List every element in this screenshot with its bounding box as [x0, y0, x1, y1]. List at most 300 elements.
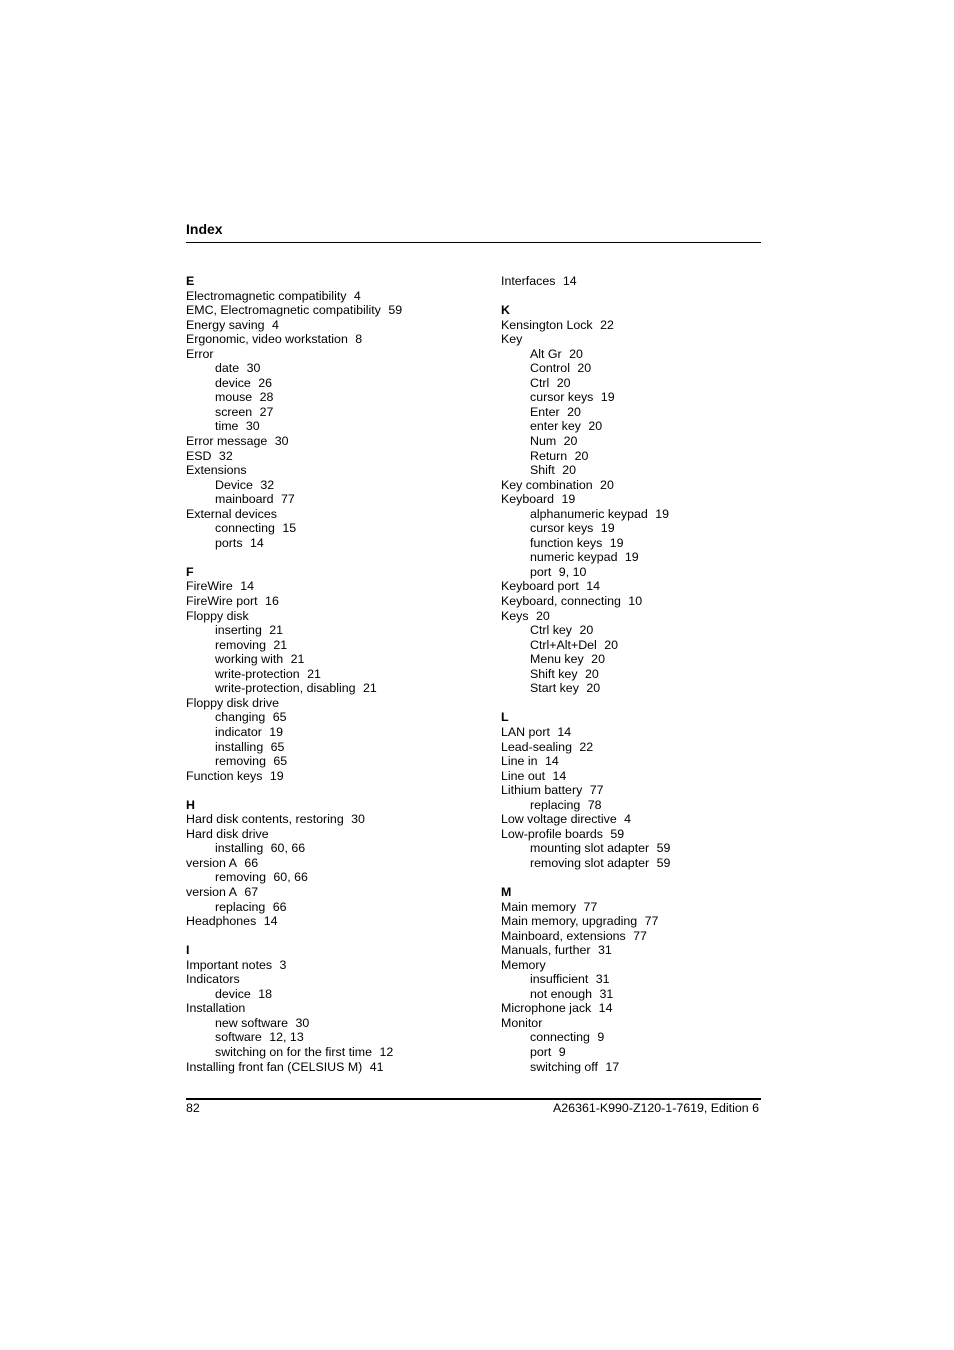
entry-term: switching on for the first time: [215, 1044, 373, 1059]
entry-pages: 60, 66: [270, 841, 306, 856]
index-entry: [501, 725, 791, 740]
entry-pages: 14: [557, 724, 572, 739]
entry-pages: 9, 10: [558, 564, 587, 579]
entry-pages: 77: [633, 928, 647, 943]
entry-pages: 20: [556, 375, 571, 390]
entry-term: Menu key: [530, 652, 584, 667]
index-entry: [186, 303, 476, 318]
index-subentry: [501, 390, 791, 405]
entry-term: Important notes: [186, 957, 273, 972]
entry-term: Microphone jack: [501, 1001, 592, 1016]
entry-term: Installation: [186, 1001, 246, 1016]
index-subentry: [186, 841, 476, 856]
index-section: [501, 710, 791, 870]
entry-term: Mainboard, extensions: [501, 928, 626, 943]
index-entry: [186, 812, 476, 827]
index-entry: [186, 958, 476, 973]
index-entry: [501, 332, 791, 347]
entry-pages: 20: [579, 623, 594, 638]
entry-pages: 20: [604, 637, 619, 652]
entry-term: Lead-sealing: [501, 739, 572, 754]
entry-term: changing: [215, 710, 266, 725]
entry-pages: 14: [263, 914, 278, 929]
index-entry: [186, 449, 476, 464]
index-subentry: [186, 1045, 476, 1060]
entry-pages: 59: [610, 826, 625, 841]
entry-term: software: [215, 1030, 262, 1045]
index-subentry: [186, 405, 476, 420]
header-rule: [186, 242, 761, 243]
entry-pages: 30: [295, 1015, 310, 1030]
entry-term: Low voltage directive: [501, 812, 617, 827]
index-subentry: [186, 1030, 476, 1045]
index-subentry: [501, 623, 791, 638]
entry-pages: 20: [563, 434, 578, 449]
entry-term: date: [215, 361, 240, 376]
entry-term: removing: [215, 870, 266, 885]
entry-term: Ctrl key: [530, 623, 572, 638]
index-section: [186, 565, 476, 783]
entry-term: insufficient: [530, 972, 589, 987]
entry-pages: 20: [574, 448, 589, 463]
entry-pages: 14: [552, 768, 567, 783]
index-subentry: [186, 419, 476, 434]
index-section: [501, 303, 791, 696]
entry-pages: 18: [258, 986, 273, 1001]
index-subentry: [186, 870, 476, 885]
entry-term: Memory: [501, 957, 546, 972]
entry-pages: 60, 66: [273, 870, 308, 885]
entry-term: switching off: [530, 1059, 598, 1074]
entry-pages: 19: [600, 390, 615, 405]
index-entry: [186, 827, 476, 842]
entry-term: replacing: [530, 797, 581, 812]
section-letter: F: [186, 564, 194, 579]
entry-pages: 20: [600, 477, 614, 492]
entry-pages: 30: [246, 361, 261, 376]
entry-term: FireWire port: [186, 594, 258, 609]
entry-pages: 65: [272, 710, 287, 725]
index-entry: [501, 812, 791, 827]
index-entry: [186, 507, 476, 522]
entry-pages: 67: [244, 884, 259, 899]
index-section: [186, 943, 476, 1074]
index-entry: [186, 289, 476, 304]
index-entry: [186, 885, 476, 900]
index-subentry: [501, 1045, 791, 1060]
entry-term: External devices: [186, 506, 277, 521]
index-subentry: [501, 434, 791, 449]
entry-pages: 4: [353, 288, 361, 303]
index-subentry: [186, 1016, 476, 1031]
index-subentry: [501, 652, 791, 667]
entry-pages: 32: [260, 477, 275, 492]
index-subentry: [186, 390, 476, 405]
index-subentry: [186, 623, 476, 638]
index-subentry: [501, 449, 791, 464]
entry-term: Interfaces: [501, 274, 556, 288]
index-entry: [186, 609, 476, 624]
entry-pages: 31: [597, 943, 612, 958]
index-entry: [501, 478, 791, 493]
index-subentry: [501, 798, 791, 813]
entry-term: removing: [215, 754, 266, 769]
entry-term: Keyboard: [501, 492, 555, 507]
entry-term: mainboard: [215, 492, 274, 507]
entry-pages: 14: [249, 535, 264, 550]
entry-term: Keyboard port: [501, 579, 579, 594]
entry-pages: 30: [274, 434, 289, 449]
entry-pages: 31: [599, 986, 614, 1001]
entry-term: screen: [215, 404, 253, 419]
entry-pages: 26: [258, 375, 273, 390]
entry-term: Ergonomic, video workstation: [186, 332, 348, 347]
entry-term: Device: [215, 477, 253, 492]
entry-term: Line in: [501, 754, 538, 769]
entry-pages: 77: [583, 899, 598, 914]
index-entry: [501, 783, 791, 798]
entry-term: Main memory: [501, 899, 577, 914]
entry-term: Shift key: [530, 666, 578, 681]
index-subentry: [501, 565, 791, 580]
entry-term: Ctrl+Alt+Del: [530, 637, 597, 652]
index-subentry: [501, 507, 791, 522]
entry-pages: 27: [259, 404, 274, 419]
entry-pages: 20: [569, 346, 583, 361]
index-subentry: [501, 405, 791, 420]
entry-term: removing slot adapter: [530, 855, 650, 870]
entry-pages: 20: [584, 666, 599, 681]
section-letter: L: [501, 710, 509, 725]
entry-pages: 21: [269, 623, 284, 638]
entry-term: ports: [215, 535, 243, 550]
index-subentry: [501, 536, 791, 551]
index-section: [186, 274, 476, 550]
entry-term: FireWire: [186, 579, 233, 594]
index-entry: [186, 914, 476, 929]
index-entry: [501, 900, 791, 915]
index-entry: [501, 1001, 791, 1016]
entry-pages: 22: [579, 739, 594, 754]
page-header-title: Index: [186, 221, 223, 237]
entry-term: Kensington Lock: [501, 317, 593, 332]
index-subentry: [501, 841, 791, 856]
entry-term: mounting slot adapter: [530, 841, 650, 856]
index-subentry: [501, 376, 791, 391]
entry-pages: 19: [624, 550, 639, 565]
entry-term: Indicators: [186, 972, 240, 987]
entry-term: installing: [215, 841, 264, 856]
entry-pages: 19: [561, 492, 576, 507]
entry-pages: 30: [351, 812, 365, 827]
entry-pages: 66: [272, 899, 287, 914]
index-subentry: [501, 667, 791, 682]
entry-pages: 16: [265, 594, 279, 609]
section-letter: M: [501, 884, 512, 899]
entry-pages: 21: [273, 637, 288, 652]
entry-term: Error message: [186, 434, 268, 449]
index-subentry: [501, 347, 791, 362]
entry-pages: 77: [281, 492, 295, 507]
entry-term: Floppy disk: [186, 608, 249, 623]
index-subentry: [501, 419, 791, 434]
index-section: [501, 885, 791, 1074]
index-subentry: [186, 376, 476, 391]
entry-term: ESD: [186, 448, 212, 463]
index-entry: [186, 463, 476, 478]
entry-term: indicator: [215, 724, 262, 739]
entry-pages: 59: [388, 303, 403, 318]
entry-term: write-protection, disabling: [215, 681, 356, 696]
entry-term: write-protection: [215, 666, 300, 681]
entry-pages: 20: [591, 652, 605, 667]
index-entry: [186, 972, 476, 987]
index-entry: [186, 594, 476, 609]
entry-term: inserting: [215, 623, 262, 638]
index-entry: [501, 594, 791, 609]
entry-term: numeric keypad: [530, 550, 618, 565]
index-entry: [501, 754, 791, 769]
entry-term: Start key: [530, 681, 579, 696]
index-entry: [501, 609, 791, 624]
entry-pages: 32: [218, 448, 233, 463]
entry-pages: 14: [544, 754, 559, 769]
index-entry: [501, 1016, 791, 1031]
entry-pages: 4: [271, 317, 279, 332]
index-entry: [186, 332, 476, 347]
entry-term: Hard disk contents, restoring: [186, 812, 344, 827]
entry-pages: 30: [245, 419, 260, 434]
entry-term: Ctrl: [530, 375, 550, 390]
entry-term: Error: [186, 346, 214, 361]
entry-pages: 20: [562, 463, 577, 478]
index-subentry: [501, 361, 791, 376]
entry-term: Num: [530, 434, 557, 449]
entry-term: EMC, Electromagnetic compatibility: [186, 303, 381, 318]
entry-term: Extensions: [186, 463, 247, 478]
index-entry: [186, 579, 476, 594]
entry-term: Installing front fan (CELSIUS M): [186, 1059, 363, 1074]
entry-term: Monitor: [501, 1015, 543, 1030]
entry-pages: 17: [605, 1059, 620, 1074]
entry-pages: 14: [240, 579, 255, 594]
index-entry: [186, 318, 476, 333]
index-section: [186, 798, 476, 929]
index-subentry: [186, 710, 476, 725]
entry-pages: 28: [259, 390, 274, 405]
index-subentry: [501, 463, 791, 478]
entry-term: Shift: [530, 463, 555, 478]
index-subentry: [501, 521, 791, 536]
index-subentry: [186, 667, 476, 682]
entry-pages: 19: [655, 506, 670, 521]
entry-term: Hard disk drive: [186, 826, 269, 841]
entry-term: Line out: [501, 768, 546, 783]
entry-term: installing: [215, 739, 264, 754]
index-subentry: [501, 681, 791, 696]
entry-term: version A: [186, 855, 237, 870]
entry-pages: 3: [279, 957, 287, 972]
index-entry: [501, 943, 791, 958]
index-subentry: [501, 1030, 791, 1045]
index-entry: [501, 769, 791, 784]
entry-pages: 15: [282, 521, 297, 536]
entry-pages: 19: [269, 724, 284, 739]
entry-term: new software: [215, 1015, 289, 1030]
entry-pages: 10: [628, 594, 643, 609]
entry-term: Alt Gr: [530, 346, 562, 361]
entry-term: Enter: [530, 404, 560, 419]
index-subentry: [501, 550, 791, 565]
entry-term: working with: [215, 652, 284, 667]
entry-term: function keys: [530, 535, 603, 550]
entry-term: port: [530, 1044, 552, 1059]
entry-pages: 14: [562, 274, 577, 288]
index-subentry: [501, 856, 791, 871]
entry-term: Low-profile boards: [501, 826, 603, 841]
section-letter: I: [186, 943, 190, 958]
entry-term: replacing: [215, 899, 266, 914]
index-subentry: [186, 361, 476, 376]
section-letter: E: [186, 274, 195, 288]
index-subentry: [501, 638, 791, 653]
entry-term: device: [215, 986, 251, 1001]
index-subentry: [186, 987, 476, 1002]
entry-pages: 21: [362, 681, 377, 696]
index-subentry: [501, 1060, 791, 1075]
index-subentry: [186, 725, 476, 740]
index-entry: [186, 856, 476, 871]
entry-pages: 20: [567, 404, 581, 419]
entry-pages: 65: [270, 739, 285, 754]
index-subentry: [186, 536, 476, 551]
document-id: A26361-K990-Z120-1-7619, Edition 6: [553, 1101, 759, 1115]
index-subentry: [501, 987, 791, 1002]
index-column-right: [501, 274, 791, 1089]
index-entry: [501, 318, 791, 333]
entry-pages: 77: [644, 914, 659, 929]
entry-pages: 8: [355, 332, 363, 347]
entry-pages: 78: [587, 797, 602, 812]
entry-term: port: [530, 564, 552, 579]
index-entry: [501, 274, 791, 289]
entry-term: Key: [501, 332, 523, 347]
entry-pages: 66: [244, 855, 259, 870]
entry-pages: 4: [624, 812, 632, 827]
entry-term: Manuals, further: [501, 943, 591, 958]
entry-pages: 19: [600, 521, 615, 536]
index-entry: [186, 696, 476, 711]
entry-term: Return: [530, 448, 568, 463]
entry-term: mouse: [215, 390, 253, 405]
entry-term: Control: [530, 361, 570, 376]
index-entry: [186, 347, 476, 362]
index-entry: [501, 958, 791, 973]
index-subentry: [186, 652, 476, 667]
entry-pages: 20: [586, 681, 601, 696]
entry-pages: 41: [369, 1059, 384, 1074]
index-entry: [501, 492, 791, 507]
entry-term: Keyboard, connecting: [501, 594, 621, 609]
entry-pages: 77: [589, 783, 604, 798]
index-entry: [186, 1060, 476, 1075]
entry-pages: 21: [290, 652, 305, 667]
entry-pages: 12: [379, 1044, 394, 1059]
index-subentry: [186, 681, 476, 696]
index-subentry: [186, 900, 476, 915]
entry-pages: 20: [535, 608, 550, 623]
entry-pages: 9: [558, 1044, 566, 1059]
entry-term: Key combination: [501, 477, 593, 492]
page-number: 82: [186, 1101, 200, 1115]
index-subentry: [501, 972, 791, 987]
index-subentry: [186, 740, 476, 755]
index-entry: [501, 579, 791, 594]
entry-term: device: [215, 375, 251, 390]
entry-pages: 59: [656, 841, 671, 856]
index-subentry: [186, 492, 476, 507]
index-entry: [501, 740, 791, 755]
entry-pages: 14: [598, 1001, 613, 1016]
entry-pages: 19: [269, 768, 284, 783]
entry-term: cursor keys: [530, 390, 594, 405]
index-column-left: [186, 274, 476, 1089]
entry-pages: 12, 13: [269, 1030, 304, 1045]
entry-term: connecting: [530, 1030, 590, 1045]
index-entry: [501, 929, 791, 944]
entry-term: alphanumeric keypad: [530, 506, 648, 521]
entry-pages: 19: [609, 535, 624, 550]
entry-pages: 21: [307, 666, 321, 681]
entry-pages: 59: [656, 855, 671, 870]
entry-term: Electromagnetic compatibility: [186, 288, 347, 303]
entry-term: version A: [186, 884, 237, 899]
entry-term: Function keys: [186, 768, 263, 783]
entry-pages: 22: [600, 317, 614, 332]
index-entry: [186, 769, 476, 784]
entry-pages: 65: [273, 754, 288, 769]
entry-term: Main memory, upgrading: [501, 914, 638, 929]
entry-pages: 20: [577, 361, 592, 376]
entry-pages: 14: [586, 579, 601, 594]
section-letter: K: [501, 303, 510, 318]
index-section: [501, 274, 791, 289]
index-entry: [501, 827, 791, 842]
index-entry: [501, 914, 791, 929]
entry-pages: 20: [588, 419, 603, 434]
index-subentry: [186, 754, 476, 769]
section-letter: H: [186, 797, 195, 812]
entry-term: Lithium battery: [501, 783, 583, 798]
index-entry: [186, 434, 476, 449]
entry-term: not enough: [530, 986, 593, 1001]
index-subentry: [186, 478, 476, 493]
entry-pages: 31: [595, 972, 610, 987]
index-entry: [186, 1001, 476, 1016]
entry-term: time: [215, 419, 239, 434]
entry-term: Floppy disk drive: [186, 695, 279, 710]
entry-term: cursor keys: [530, 521, 594, 536]
index-subentry: [186, 638, 476, 653]
entry-term: Headphones: [186, 914, 257, 929]
entry-term: LAN port: [501, 724, 550, 739]
entry-term: removing: [215, 637, 266, 652]
entry-pages: 9: [597, 1030, 605, 1045]
entry-term: Energy saving: [186, 317, 265, 332]
entry-term: connecting: [215, 521, 275, 536]
entry-term: enter key: [530, 419, 581, 434]
entry-term: Keys: [501, 608, 529, 623]
